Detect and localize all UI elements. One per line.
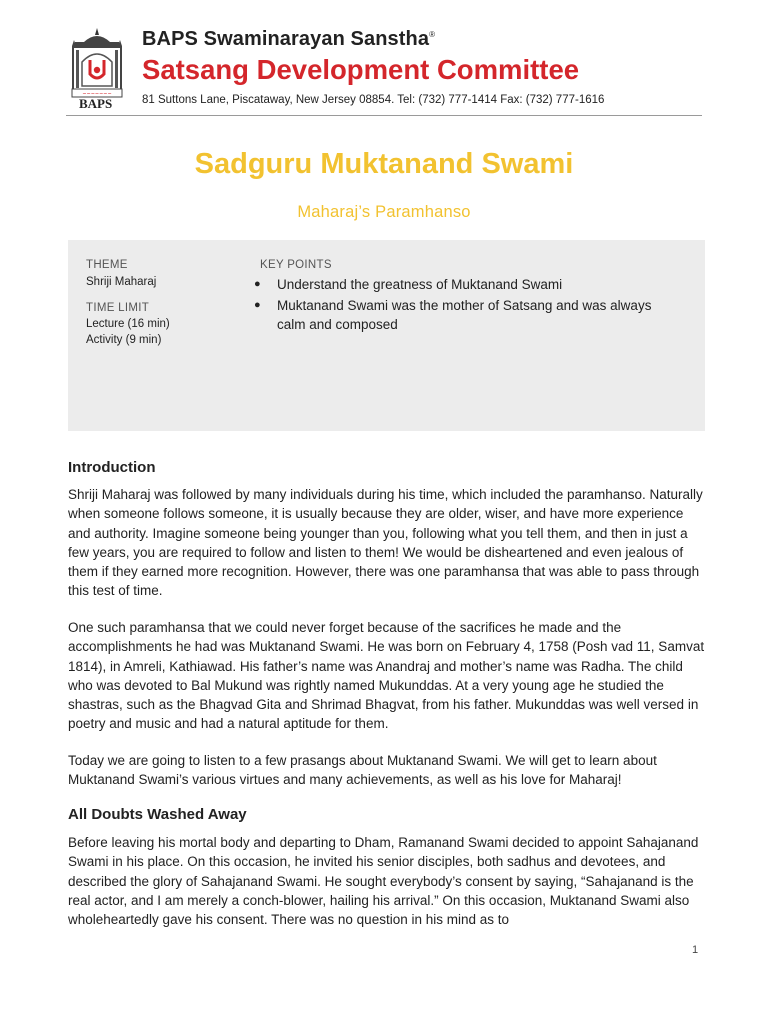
committee-name: Satsang Development Committee [142, 54, 580, 85]
key-points-label: KEY POINTS [260, 259, 332, 271]
time-limit-lecture: Lecture (16 min) [86, 318, 170, 330]
svg-text:~~~~~~~: ~~~~~~~ [82, 91, 112, 98]
header-divider [66, 115, 702, 116]
introduction-heading: Introduction [68, 459, 156, 476]
bullet-icon: ● [254, 278, 261, 290]
baps-temple-logo-icon [66, 26, 128, 112]
theme-value: Shriji Maharaj [86, 276, 157, 288]
key-point-text: Muktanand Swami was the mother of Satsang and was always calm and composed [277, 297, 652, 332]
page-number: 1 [692, 944, 699, 956]
letterhead [66, 26, 706, 114]
introduction-paragraph-3: Today we are going to listen to a few prasangs about Muktanand Swami. We will get to learn about Muktanand Swami’s various virtues and many achievements, as well as his love for Maharaj! [68, 753, 657, 788]
all-doubts-paragraph-1: Before leaving his mortal body and departing to Dham, Ramanand Swami decided to appoint Sahajanand Swami in his place. On this occasion, he invited his senior disciples, both sadhus and devotees, and described the glory of Sahajanand Swami. He sought everybody’s consent by saying, “Sahajanand is the real actor, and I am merely a conch-blower, hailing his arrival.” On this occasion, Muktanand Swami also wholeheartedly gave his consent. There was no question in his mind as to [68, 835, 699, 928]
all-doubts-heading: All Doubts Washed Away [68, 806, 247, 823]
key-point-item [252, 296, 672, 335]
lesson-info-box [68, 240, 705, 431]
bullet-icon: ● [254, 298, 261, 311]
logo-wordmark: BAPS [79, 96, 113, 111]
organization-name [142, 28, 435, 51]
page-subtitle: Maharaj’s Paramhanso [297, 203, 471, 221]
time-limit-activity: Activity (9 min) [86, 334, 162, 346]
address-line: 81 Suttons Lane, Piscataway, New Jersey 08854. Tel: (732) 777-1414 Fax: (732) 777-1616 [142, 94, 605, 106]
page-title: Sadguru Muktanand Swami [194, 148, 574, 180]
key-point-text: Understand the greatness of Muktanand Swami [277, 277, 563, 292]
introduction-paragraph-1: Shriji Maharaj was followed by many individuals during his time, which included the paramhanso. Naturally when someone follows someone, it is usually because they are older, wiser, and have more experience and authority. Imagine someone being younger than you, following what you tell them, and then in just a few years, you are required to follow and listen to them! We would be disheartened and even jealous of them if they earned more recognition. However, there was one paramhansa that was able to pass through this test of time. [68, 487, 703, 599]
key-point-item [252, 275, 672, 295]
key-points-list [252, 275, 672, 336]
introduction-paragraph-2: One such paramhansa that we could never forget because of the sacrifices he made and the accomplishments he had was Muktanand Swami. He was born on February 4, 1758 (Posh vad 11, Samvat 1814), in Amreli, Kathiawad. His father’s name was Anandraj and mother’s name was Radha. The child who was devoted to Bal Mukund was rightly named Mukunddas. At a very young age he studied the shastras, such as the Bhagvad Gita and Shrimad Bhagvat, from his father. Mukunddas was well versed in poetry and music and had a natural aptitude for them. [68, 620, 705, 732]
time-limit-label: TIME LIMIT [86, 302, 150, 314]
registered-mark: ® [429, 30, 436, 39]
organization-name-text: BAPS Swaminarayan Sanstha [142, 28, 430, 50]
theme-label: THEME [86, 259, 128, 271]
